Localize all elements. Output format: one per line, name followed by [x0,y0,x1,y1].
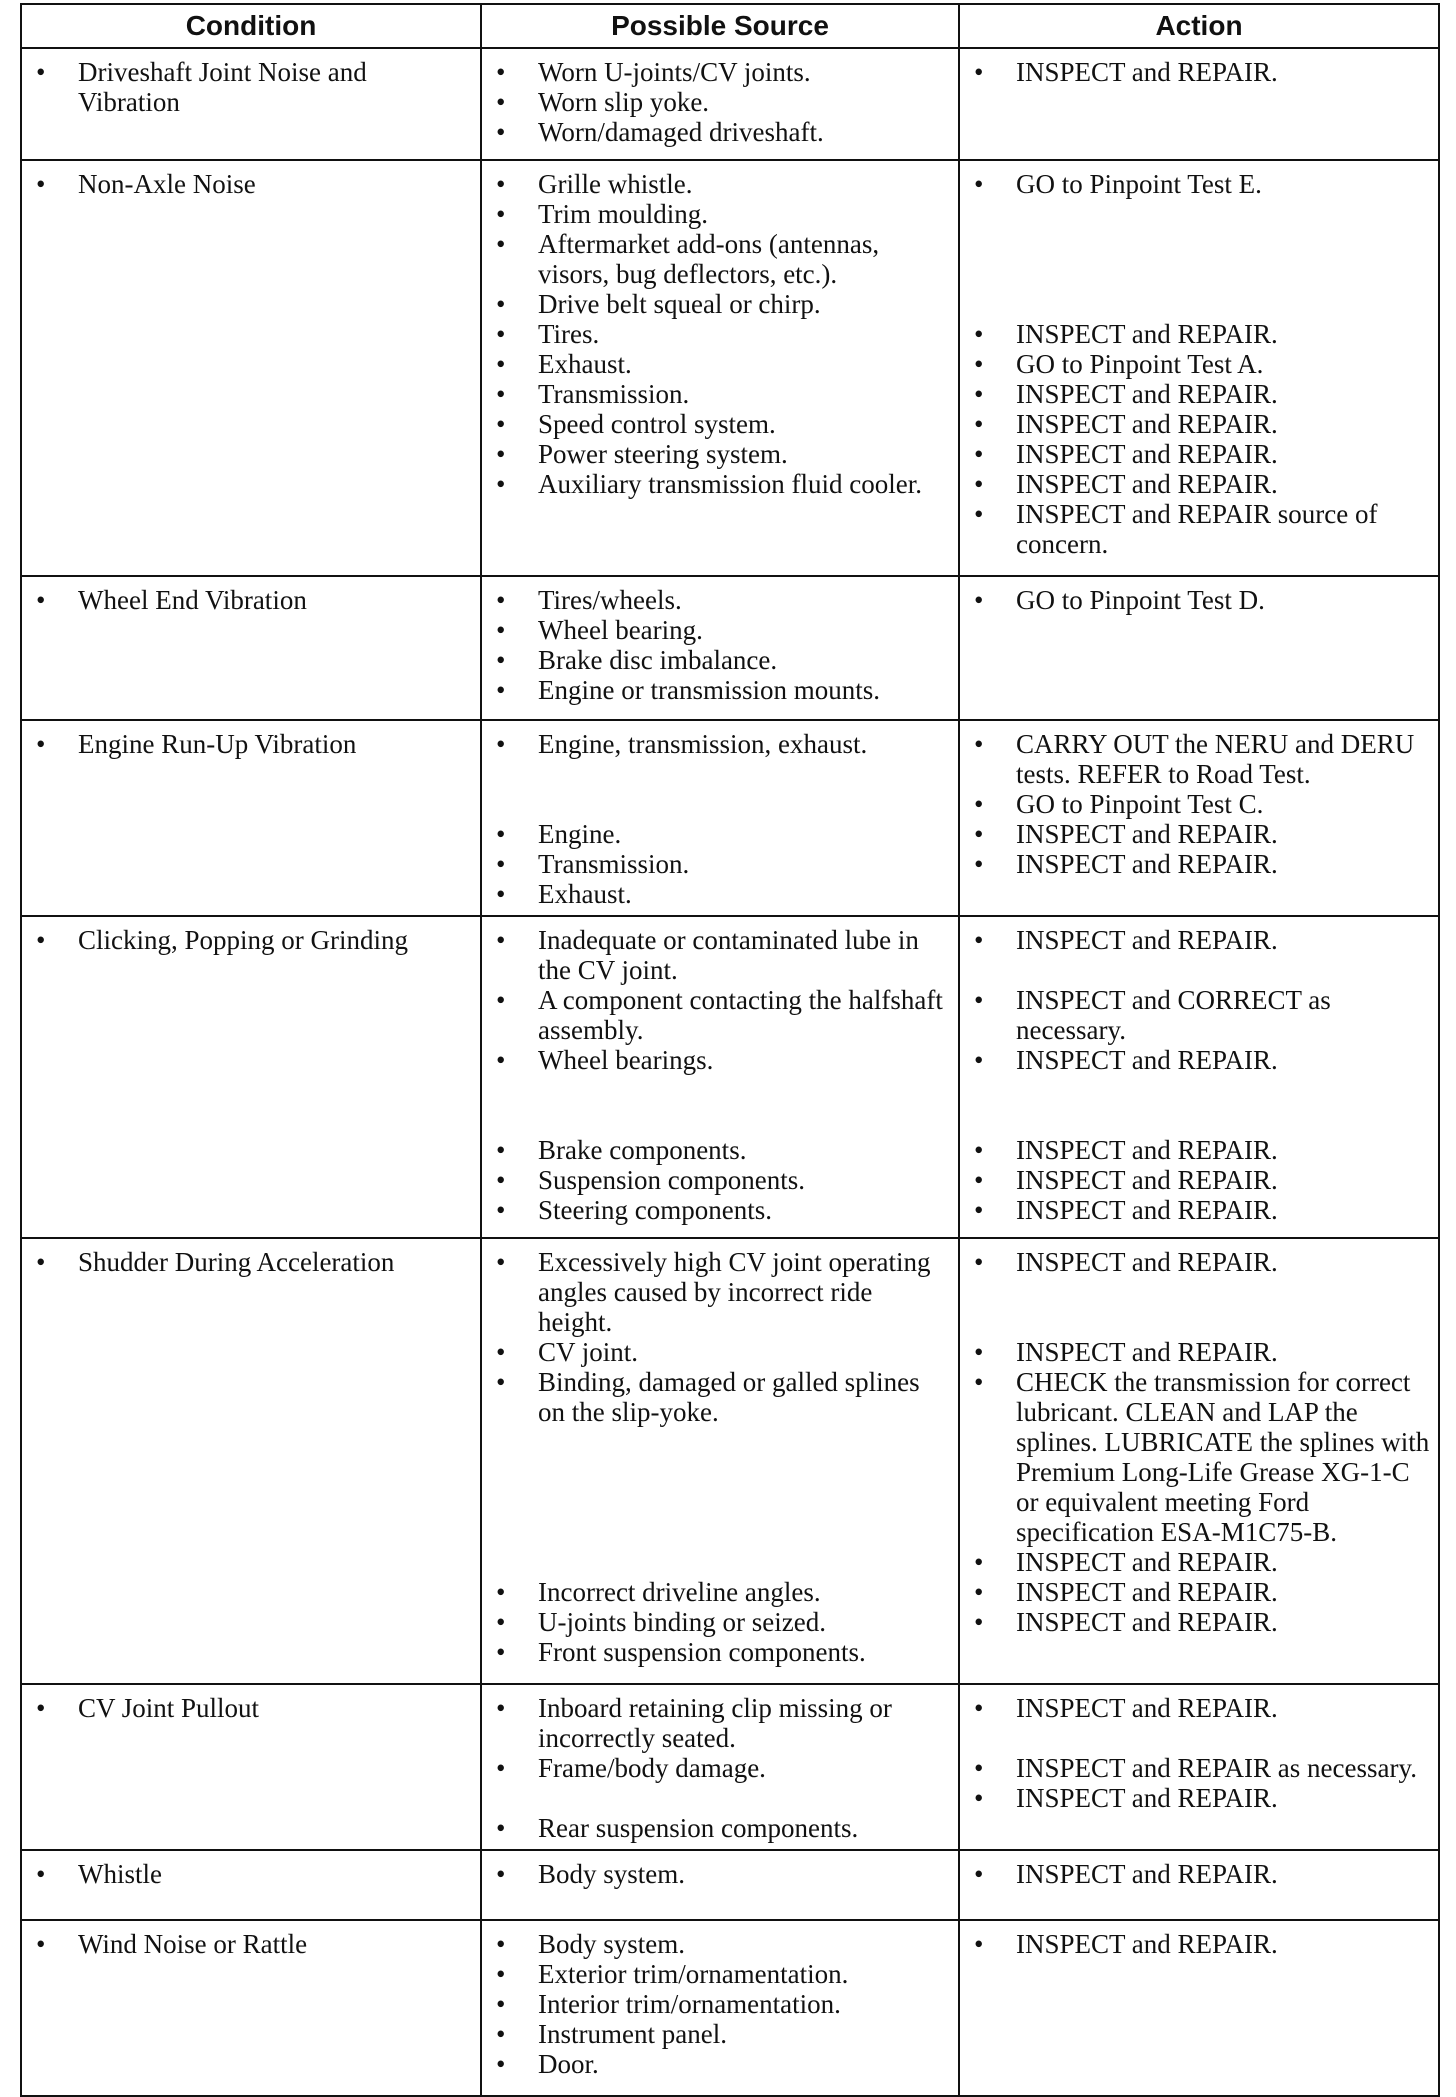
action-item: • INSPECT and REPAIR. [970,1135,1432,1165]
action-item: • GO to Pinpoint Test E. [970,169,1432,199]
action-cell [959,160,1439,576]
source-item: • Trim moulding. [492,199,952,229]
source-item: • Power steering system. [492,439,952,469]
action-item: • INSPECT and REPAIR. [970,1045,1432,1075]
source-item: • Body system. [492,1859,952,1889]
action-item: • INSPECT and REPAIR. [970,1783,1432,1813]
diagnosis-table [20,3,1440,2097]
source-item: • Worn slip yoke. [492,87,952,117]
source-item: • Tires/wheels. [492,585,952,615]
table-row [21,1238,1439,1684]
action-item: • INSPECT and REPAIR. [970,1337,1432,1367]
condition-cell [21,1684,481,1850]
condition-cell [21,720,481,916]
action-cell [959,1850,1439,1920]
source-item: • Transmission. [492,379,952,409]
action-item: • INSPECT and REPAIR. [970,1607,1432,1637]
source-item: • Inadequate or contaminated lube in the CV joint. [492,925,952,985]
header-row [21,4,1439,48]
action-item: • CARRY OUT the NERU and DERU tests. REFER to Road Test. [970,729,1432,789]
source-cell [481,1684,959,1850]
action-item: • INSPECT and REPAIR. [970,1929,1432,1959]
condition-text: • Non-Axle Noise [32,169,474,199]
header-condition: Condition [21,4,481,48]
action-item: • INSPECT and REPAIR. [970,1195,1432,1225]
condition-cell [21,48,481,160]
source-item: • Frame/body damage. [492,1753,952,1783]
condition-cell [21,1920,481,2096]
condition-text: • Engine Run-Up Vibration [32,729,474,759]
condition-text: • Whistle [32,1859,474,1889]
table-row [21,1684,1439,1850]
condition-text: • Shudder During Acceleration [32,1247,474,1277]
source-item: • Worn U-joints/CV joints. [492,57,952,87]
source-item: • Incorrect driveline angles. [492,1577,952,1607]
condition-cell [21,160,481,576]
source-item: • Front suspension components. [492,1637,952,1667]
action-cell [959,1920,1439,2096]
source-item: • Instrument panel. [492,2019,952,2049]
action-item: • CHECK the transmission for correct lubricant. CLEAN and LAP the splines. LUBRICATE the splines with Premium Long-Life Grease XG-1-C or equivalent meeting Ford specification ESA-M1C75-B. [970,1367,1432,1547]
action-item: • INSPECT and REPAIR. [970,925,1432,955]
source-cell [481,916,959,1238]
condition-text: • Wind Noise or Rattle [32,1929,474,1959]
condition-text: • CV Joint Pullout [32,1693,474,1723]
source-cell [481,576,959,720]
source-item: • Brake disc imbalance. [492,645,952,675]
action-item: • INSPECT and REPAIR. [970,379,1432,409]
action-cell [959,1238,1439,1684]
source-item: • Excessively high CV joint operating angles caused by incorrect ride height. [492,1247,952,1337]
table-row [21,916,1439,1238]
action-item: • GO to Pinpoint Test C. [970,789,1432,819]
table-row [21,1920,1439,2096]
table-row [21,48,1439,160]
action-item: • INSPECT and REPAIR. [970,819,1432,849]
source-cell [481,1920,959,2096]
source-item: • CV joint. [492,1337,952,1367]
action-item: • INSPECT and REPAIR. [970,409,1432,439]
source-item: • Rear suspension components. [492,1813,952,1843]
source-item: • Steering components. [492,1195,952,1225]
source-item: • Transmission. [492,849,952,879]
source-item: • Body system. [492,1929,952,1959]
source-item: • Engine. [492,819,952,849]
table-row [21,160,1439,576]
source-item: • Auxiliary transmission fluid cooler. [492,469,952,499]
source-item: • Wheel bearings. [492,1045,952,1075]
source-item: • Binding, damaged or galled splines on the slip-yoke. [492,1367,952,1427]
source-item: • Tires. [492,319,952,349]
action-item: • INSPECT and REPAIR. [970,469,1432,499]
source-item: • Speed control system. [492,409,952,439]
header-action: Action [959,4,1439,48]
source-item: • A component contacting the halfshaft assembly. [492,985,952,1045]
source-item: • Wheel bearing. [492,615,952,645]
action-item: • INSPECT and REPAIR source of concern. [970,499,1432,559]
source-item: • Interior trim/ornamentation. [492,1989,952,2019]
condition-cell [21,576,481,720]
action-item: • INSPECT and REPAIR. [970,1859,1432,1889]
condition-cell [21,1238,481,1684]
source-item: • Inboard retaining clip missing or incorrectly seated. [492,1693,952,1753]
condition-text: • Wheel End Vibration [32,585,474,615]
action-item: • INSPECT and REPAIR. [970,1693,1432,1723]
condition-text: • Clicking, Popping or Grinding [32,925,474,955]
action-cell [959,48,1439,160]
source-item: • Engine or transmission mounts. [492,675,952,705]
action-item: • INSPECT and REPAIR. [970,1247,1432,1277]
source-item: • Worn/damaged driveshaft. [492,117,952,147]
action-item: • INSPECT and CORRECT as necessary. [970,985,1432,1045]
source-item: • Exhaust. [492,879,952,909]
condition-text: • Driveshaft Joint Noise and Vibration [32,57,474,117]
source-item: • U-joints binding or seized. [492,1607,952,1637]
action-cell [959,1684,1439,1850]
action-item: • INSPECT and REPAIR. [970,1165,1432,1195]
action-item: • INSPECT and REPAIR. [970,439,1432,469]
source-item: • Exterior trim/ornamentation. [492,1959,952,1989]
action-cell [959,720,1439,916]
action-item: • INSPECT and REPAIR. [970,849,1432,879]
condition-cell [21,1850,481,1920]
source-item: • Drive belt squeal or chirp. [492,289,952,319]
source-cell [481,1850,959,1920]
source-cell [481,1238,959,1684]
action-item: • INSPECT and REPAIR. [970,57,1432,87]
table-row [21,720,1439,916]
table-row [21,576,1439,720]
source-item: • Grille whistle. [492,169,952,199]
action-item: • INSPECT and REPAIR as necessary. [970,1753,1432,1783]
action-item: • GO to Pinpoint Test D. [970,585,1432,615]
action-item: • INSPECT and REPAIR. [970,319,1432,349]
action-cell [959,576,1439,720]
source-cell [481,160,959,576]
source-item: • Suspension components. [492,1165,952,1195]
action-cell [959,916,1439,1238]
source-item: • Aftermarket add-ons (antennas, visors, bug deflectors, etc.). [492,229,952,289]
action-item: • GO to Pinpoint Test A. [970,349,1432,379]
source-item: • Door. [492,2049,952,2079]
action-item: • INSPECT and REPAIR. [970,1577,1432,1607]
table-row [21,1850,1439,1920]
source-item: • Engine, transmission, exhaust. [492,729,952,759]
header-possible-source: Possible Source [481,4,959,48]
source-cell [481,48,959,160]
source-item: • Exhaust. [492,349,952,379]
source-cell [481,720,959,916]
action-item: • INSPECT and REPAIR. [970,1547,1432,1577]
condition-cell [21,916,481,1238]
source-item: • Brake components. [492,1135,952,1165]
